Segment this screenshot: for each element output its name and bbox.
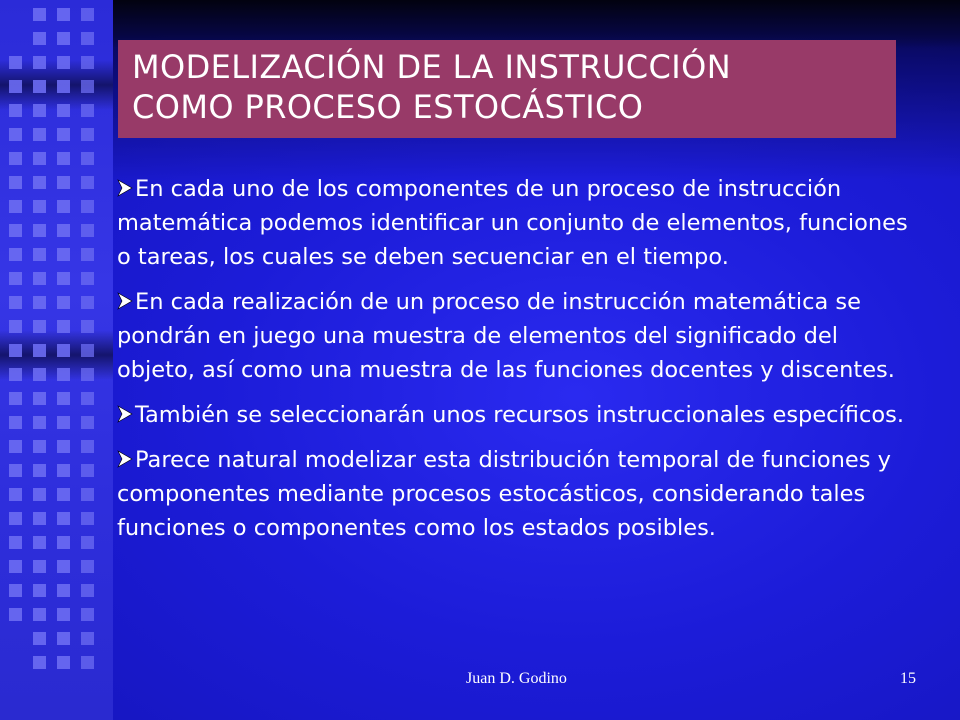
decorative-square: [9, 584, 22, 597]
decorative-square: [57, 104, 70, 117]
decorative-square: [81, 464, 94, 477]
decorative-square: [57, 8, 70, 21]
decorative-square: [81, 584, 94, 597]
decorative-square: [81, 344, 94, 357]
decorative-square: [9, 440, 22, 453]
decorative-square: [33, 248, 46, 261]
decorative-square: [57, 488, 70, 501]
decorative-square: [81, 320, 94, 333]
decorative-square: [57, 344, 70, 357]
decorative-square: [57, 200, 70, 213]
decorative-square: [57, 368, 70, 381]
decorative-square: [9, 320, 22, 333]
decorative-square: [33, 128, 46, 141]
decorative-square: [57, 608, 70, 621]
decorative-square: [33, 344, 46, 357]
decorative-square: [33, 656, 46, 669]
decorative-square: [9, 224, 22, 237]
decorative-square: [9, 104, 22, 117]
decorative-square: [57, 272, 70, 285]
decorative-square: [9, 176, 22, 189]
decorative-square: [81, 488, 94, 501]
decorative-square: [57, 584, 70, 597]
decorative-square: [9, 152, 22, 165]
decorative-square: [57, 128, 70, 141]
decorative-square: [81, 176, 94, 189]
decorative-square: [57, 464, 70, 477]
decorative-square: [9, 608, 22, 621]
decorative-square: [81, 392, 94, 405]
decorative-square: [33, 152, 46, 165]
decorative-square: [33, 8, 46, 21]
decorative-square: [57, 224, 70, 237]
decorative-square: [57, 32, 70, 45]
decorative-square: [57, 416, 70, 429]
arrowhead-bullet-icon: [117, 179, 133, 197]
decorative-square: [33, 224, 46, 237]
decorative-square: [57, 56, 70, 69]
decorative-square: [57, 176, 70, 189]
decorative-square: [81, 104, 94, 117]
left-decorative-band: [0, 0, 113, 720]
decorative-square: [81, 512, 94, 525]
bullet-item: [117, 285, 917, 387]
decorative-square: [9, 416, 22, 429]
decorative-square: [33, 32, 46, 45]
bullet-list: [117, 172, 917, 556]
decorative-square: [57, 248, 70, 261]
decorative-square: [33, 488, 46, 501]
decorative-square: [33, 584, 46, 597]
decorative-square: [33, 104, 46, 117]
decorative-square: [81, 272, 94, 285]
decorative-square: [57, 656, 70, 669]
decorative-square: [33, 464, 46, 477]
decorative-square: [9, 296, 22, 309]
decorative-square: [57, 536, 70, 549]
decorative-square: [33, 392, 46, 405]
decorative-square: [33, 512, 46, 525]
decorative-square: [9, 56, 22, 69]
decorative-square: [9, 488, 22, 501]
decorative-square: [81, 56, 94, 69]
decorative-square: [57, 440, 70, 453]
decorative-square: [81, 656, 94, 669]
decorative-square: [9, 368, 22, 381]
arrowhead-bullet-icon: [117, 292, 133, 310]
decorative-square: [33, 368, 46, 381]
footer-author: Juan D. Godino: [466, 670, 567, 687]
decorative-square: [81, 224, 94, 237]
decorative-square: [81, 296, 94, 309]
decorative-square: [9, 392, 22, 405]
decorative-square: [9, 464, 22, 477]
decorative-square: [81, 560, 94, 573]
decorative-square: [81, 416, 94, 429]
decorative-square: [33, 608, 46, 621]
decorative-square: [9, 200, 22, 213]
decorative-square: [81, 608, 94, 621]
decorative-square: [9, 128, 22, 141]
bullet-text: Parece natural modelizar esta distribución temporal de funciones y componentes mediante procesos estocásticos, considerando tales funciones o componentes como los estados posibles.: [117, 447, 891, 541]
decorative-square: [57, 320, 70, 333]
decorative-square: [81, 128, 94, 141]
decorative-square: [33, 272, 46, 285]
title-box: [118, 40, 896, 138]
decorative-square: [9, 344, 22, 357]
title-line-2: COMO PROCESO ESTOCÁSTICO: [132, 88, 644, 126]
decorative-square: [33, 200, 46, 213]
bullet-item: [117, 443, 917, 545]
decorative-square: [57, 296, 70, 309]
decorative-square: [81, 368, 94, 381]
decorative-square: [81, 152, 94, 165]
decorative-square: [81, 632, 94, 645]
decorative-square: [33, 176, 46, 189]
decorative-square: [57, 152, 70, 165]
decorative-square: [81, 8, 94, 21]
decorative-square: [57, 512, 70, 525]
decorative-square: [33, 632, 46, 645]
bullet-text: También se seleccionarán unos recursos instruccionales específicos.: [135, 402, 904, 428]
decorative-square: [81, 248, 94, 261]
decorative-square: [33, 416, 46, 429]
decorative-square: [33, 536, 46, 549]
title-line-1: MODELIZACIÓN DE LA INSTRUCCIÓN: [132, 48, 732, 86]
arrowhead-bullet-icon: [117, 405, 133, 423]
decorative-square: [81, 440, 94, 453]
decorative-square: [33, 296, 46, 309]
decorative-square: [9, 512, 22, 525]
bullet-item: [117, 398, 917, 432]
decorative-square: [81, 80, 94, 93]
decorative-square: [33, 560, 46, 573]
decorative-square: [33, 56, 46, 69]
decorative-square: [9, 560, 22, 573]
arrowhead-bullet-icon: [117, 450, 133, 468]
bullet-item: [117, 172, 917, 274]
decorative-square: [9, 80, 22, 93]
decorative-square: [57, 632, 70, 645]
decorative-square: [81, 200, 94, 213]
decorative-square: [9, 248, 22, 261]
page-number: 15: [900, 670, 916, 687]
bullet-text: En cada uno de los componentes de un proceso de instrucción matemática podemos identificar un conjunto de elementos, funciones o tareas, los cuales se deben secuenciar en el tiempo.: [117, 176, 908, 270]
decorative-square: [33, 320, 46, 333]
decorative-square: [81, 536, 94, 549]
decorative-square: [57, 560, 70, 573]
decorative-square: [81, 32, 94, 45]
decorative-square: [9, 536, 22, 549]
decorative-square: [57, 80, 70, 93]
decorative-square: [33, 440, 46, 453]
bullet-text: En cada realización de un proceso de instrucción matemática se pondrán en juego una muestra de elementos del significado del objeto, así como una muestra de las funciones docentes y discentes.: [117, 289, 895, 383]
decorative-square: [57, 392, 70, 405]
decorative-square: [33, 80, 46, 93]
decorative-square: [9, 272, 22, 285]
